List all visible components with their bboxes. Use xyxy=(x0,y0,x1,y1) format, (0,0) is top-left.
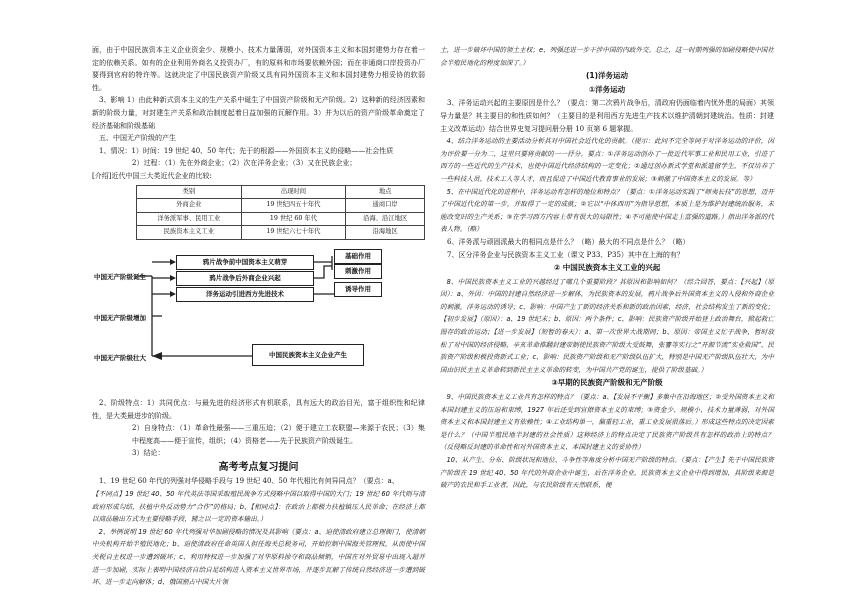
table-row xyxy=(137,212,425,226)
review-section-title: 高考考点复习提问 xyxy=(218,461,299,473)
left-column xyxy=(92,44,425,589)
question-6: 6、洋务派与顽固派最大的相同点是什么？（略）最大的不同点是什么？（略） xyxy=(447,237,690,246)
westernization-box: 洋务运动引进西方先进技术 xyxy=(176,287,314,302)
table-cell: 通商口岸 xyxy=(346,199,425,213)
question-3: 3、洋务运动兴起的主要原因是什么？（要点：第二次鸦片战争后，清政府仍面临着内忧外患的局面）其领导力量是？其主要目的和性质如何？（主要目的是利用西方先进生产技术以维护清朝封建统治。性质：封建主义改革运动）结合世界史复习提问册分册 10 页第 6 题掌握。 xyxy=(440,99,774,133)
table-cell: 洋务派军事、民用工业 xyxy=(137,212,242,226)
question-10: 10、从产生、分布、阶级状况和地位、斗争性等角度分析中国无产阶级的特点。（要点：【产生】先于中国民族资产阶级在 19 世纪 40、50 年代的外商企业中诞生，后在洋务企业，民族资本主义企业中得到增加，其阶级来源是破产的农民和手工业者，因此，与农民阶级有天然联系，便 xyxy=(440,456,774,490)
table-row xyxy=(137,226,425,240)
question-1: 1、19 世纪 60 年代的列强对华侵略手段与 19 世纪 40、50 年代相比有何异同点？（要点：a、 xyxy=(99,477,399,486)
q1-process: 2）过程：（1）先在外商企业；（2）次在洋务企业；（3）又在民族企业； xyxy=(132,159,357,168)
foreign-enterprise-box: 鸦片战争后外商企业兴起 xyxy=(176,271,314,286)
table-header-cell: 出现时间 xyxy=(241,185,346,199)
question-9: 9、中国民族资本主义工业具有怎样的特点？（要点：a、【发展不平衡】多集中在沿海地区；②受外国资本主义和本国封建主义的压迫和束缚，1927 年后还受到官僚资本主义的束缚；③资金少、规模小、技术力量薄弱，对外国资本主义和本国封建主义有依赖性；④工业结构单一，偏重轻工业，重工业发展很落后。）形成这些特点的决定因素是什么？（中国半殖民地半封建的社会性质）这种经济上的特点决定了民族资产阶级具有怎样的政治上的特点？（反侵略反封建的革命性和对外国资本主义、本国封建主义的妥协性） xyxy=(440,393,774,452)
heading-early-classes: ③早期的民族资产阶级和无产阶级 xyxy=(551,378,663,388)
heading-national-industry: ② 中国民族资本主义工业的兴起 xyxy=(553,263,661,273)
heading-westernization: (1)洋务运动 xyxy=(585,71,629,81)
table-row xyxy=(137,199,425,213)
question-5: 5、在中国近代化的进程中，洋务运动有怎样的地位和特点？（要点：①洋务运动实践了“师夷长技”的思想，迈开了中国近代化的第一步，并取得了一定的成就；②它以“中体西用”为指导思想，本质上是为维护封建统治服务，未能改变旧的生产关系；③在学习西方内容上带有很大的局限性；④不可能使中国走上富强的道路。）指出洋务派的代表人物。（略） xyxy=(440,187,774,234)
question-7: 7、区分洋务企业与民族资本主义工业（课文 P33、P35）其中在上海的有？ xyxy=(447,250,684,259)
capitalism-sprout-box: 鸦片战争前中国资本主义萌芽 xyxy=(176,255,314,270)
proletariat-increase-label: 中国无产阶级增加 xyxy=(94,313,146,322)
question-4: 4、结合洋务运动的主要活动分析其对中国社会近代化的贡献。（提示：此问不完全等同于对洋务运动的评价，因为评价要一分为二，这里只要将贡献的一一抒分。要点：①洋务运动创办了一批近代军事工业和民用工业，引进了西方的一些近代的生产技术，也使中国近代经济结构的一定变化；②通过创办新式学堂和派遣留学生，不仅培养了一些科技人员、技术工人等人才，而且促进了中国近代教育事业的发展；③刺激了中国资本主义的发展。等） xyxy=(440,137,774,183)
proletariat-born-label: 中国无产阶级诞生 xyxy=(94,272,146,281)
question-1-answer: 【不同点】19 世纪 40、50 年代英法等国采取殖民战争方式侵略中国以取得中国的大门；19 世纪 60 年代则与清政府形成勾结，扶植中外反动势力“合作”的格局；b、【相同点】：在政治上都极力扶植镇压人民革命；在经济上都以商品输出方式为主要侵略手段，辅之以一定的资本输出。） xyxy=(92,490,425,524)
foundation-role-box: 基础作用 xyxy=(334,249,382,264)
continued-answer: 土，进一步破坏中国的领土主权；e、列强还进一步干涉中国的内政外交。总之，这一时期列强的加剧侵略使中国社会半殖民地化的程度加深了。） xyxy=(440,46,774,67)
question-8: 8、中国民族资本主义工业的兴越经过了哪几个重要阶段？其原因和影响如何？（综合回答，要点：【兴起】（原因）：a、外因：中国的封建自然经济进一步解体，为民族资本的发展，鸦片战争后外国资本主义的入侵和外商企业的刺激，洋务运动的诱导；c、影响：中国产生了新的经济关系和新的政治因素，经济，社会结构发生了新的变化；【初步发展】（原因）：a、19 世纪末；b、原因：两个条件；c、影响：民族资产阶级开始登上政治舞台，掀起救亡图存的政治运动；【进一步发展】（短暂的春天）：a、第一次世界大战期间；b、原因：帝国主义忙于战争，暂时放松了对中国的经济侵略，辛亥革命推翻封建帝制使民族资产阶级大受鼓舞，张謇等实行之“开源节流”实业救国”、民族资产阶级积极投资新式工业；c、影响：民族资产阶级和无产阶级队伍扩大，特别是中国无产阶级队伍壮大，为中国由旧民主主义革命转到新民主主义革命的转变，为中国共产党的诞生，提供了阶级基础。） xyxy=(440,277,774,374)
intro-paragraph: 面，由于中国民族资本主义企业资金少、规模小、技术力量薄弱，对外国资本主义和本国封建势力存在着一定的依赖关系。如有的企业利用外商名义投资办厂，有的原料和市场要依赖外国；而在非通商口岸投资办厂要得到官府的特许等。这就决定了中国民族资产阶级又具有同外国资本主义和本国封建势力相妥协的软弱性。 xyxy=(92,46,425,92)
section-5-heading: 五、中国无产阶级的产生 xyxy=(99,134,176,143)
subheading-westernization: ①洋务运动 xyxy=(588,84,626,94)
right-column xyxy=(440,44,774,492)
table-cell: 沿海、沿江地区 xyxy=(346,212,425,226)
proletariat-growth-label: 中国无产阶级壮大 xyxy=(94,353,146,362)
table-cell: 19 世纪六七十年代 xyxy=(241,226,346,240)
q2-conclusion: 3）结论： xyxy=(132,449,165,458)
table-header-row xyxy=(137,185,425,199)
national-capital-box: 中国民族资本主义企业产生 xyxy=(252,344,364,366)
table-header-cell: 地点 xyxy=(346,185,425,199)
q2-own-traits: 2）自身特点：（1）革命性最强——三重压迫；（2）便于建立工农联盟—来源于农民；（3）集中程度高——便于宣传，组织；（4）资格老——先于民族资产阶级诞生。 xyxy=(132,424,425,445)
table-cell: 沿海地区 xyxy=(346,226,425,240)
q2-common-traits: 2、阶级特点：1）共同优点：与最先进的经济形式有机联系，具有远大的政治目光，富于组织性和纪律性，是大类最进步的阶级。 xyxy=(92,398,425,420)
table-header-cell: 类别 xyxy=(137,185,242,199)
table-cell: 19 世纪 60 年代 xyxy=(241,212,346,226)
impact-paragraph: 3、影响 1）由此种新式资本主义的生产关系中诞生了中国资产阶级和无产阶级。2）这种新的经济因素和新的阶级力量，对封建生产关系和政治制度起着日益加强的瓦解作用。3）并为以后的资产阶级革命奠定了经济基础和阶级基础 xyxy=(92,96,425,130)
table-cell: 民族资本主义工业 xyxy=(137,226,242,240)
question-2: 2、举例说明 19 世纪 60 年代列强对华加剧侵略的情况及其影响（要点：a、迫使清政府建立总理衙门，使清朝中央机构开始半殖民地化；b、迫使清政府任命英国人担任海关总税务司，开始控制中国海关管理权，从而使中国关税自主权进一步遭到破坏；c、利用特权进一步加强了对华原料掠夺和商品倾销，中国在对外贸易中出现入超并进一步加剧，实际上表明中国经济自给自足结构进入资本主义世界市场，并逐步瓦解了传统自然经济进一步遭到破坏、进一步走向解体；d、俄国割占中国大片领 xyxy=(92,527,425,587)
stimulus-role-box: 刺激作用 xyxy=(334,264,382,279)
q1-situation: 1、情况：1）时间：19 世纪 40、50 年代；先于的根源——外国资本主义的侵略——社会性质 xyxy=(99,146,394,155)
proletariat-origin-diagram xyxy=(92,244,425,394)
table-cell: 外商企业 xyxy=(137,199,242,213)
enterprise-comparison-table xyxy=(136,185,425,240)
guidance-role-box: 诱导作用 xyxy=(334,282,382,297)
table-caption: [介绍]近代中国三大类近代企业的比较: xyxy=(92,171,212,180)
table-cell: 19 世纪四五十年代 xyxy=(241,199,346,213)
